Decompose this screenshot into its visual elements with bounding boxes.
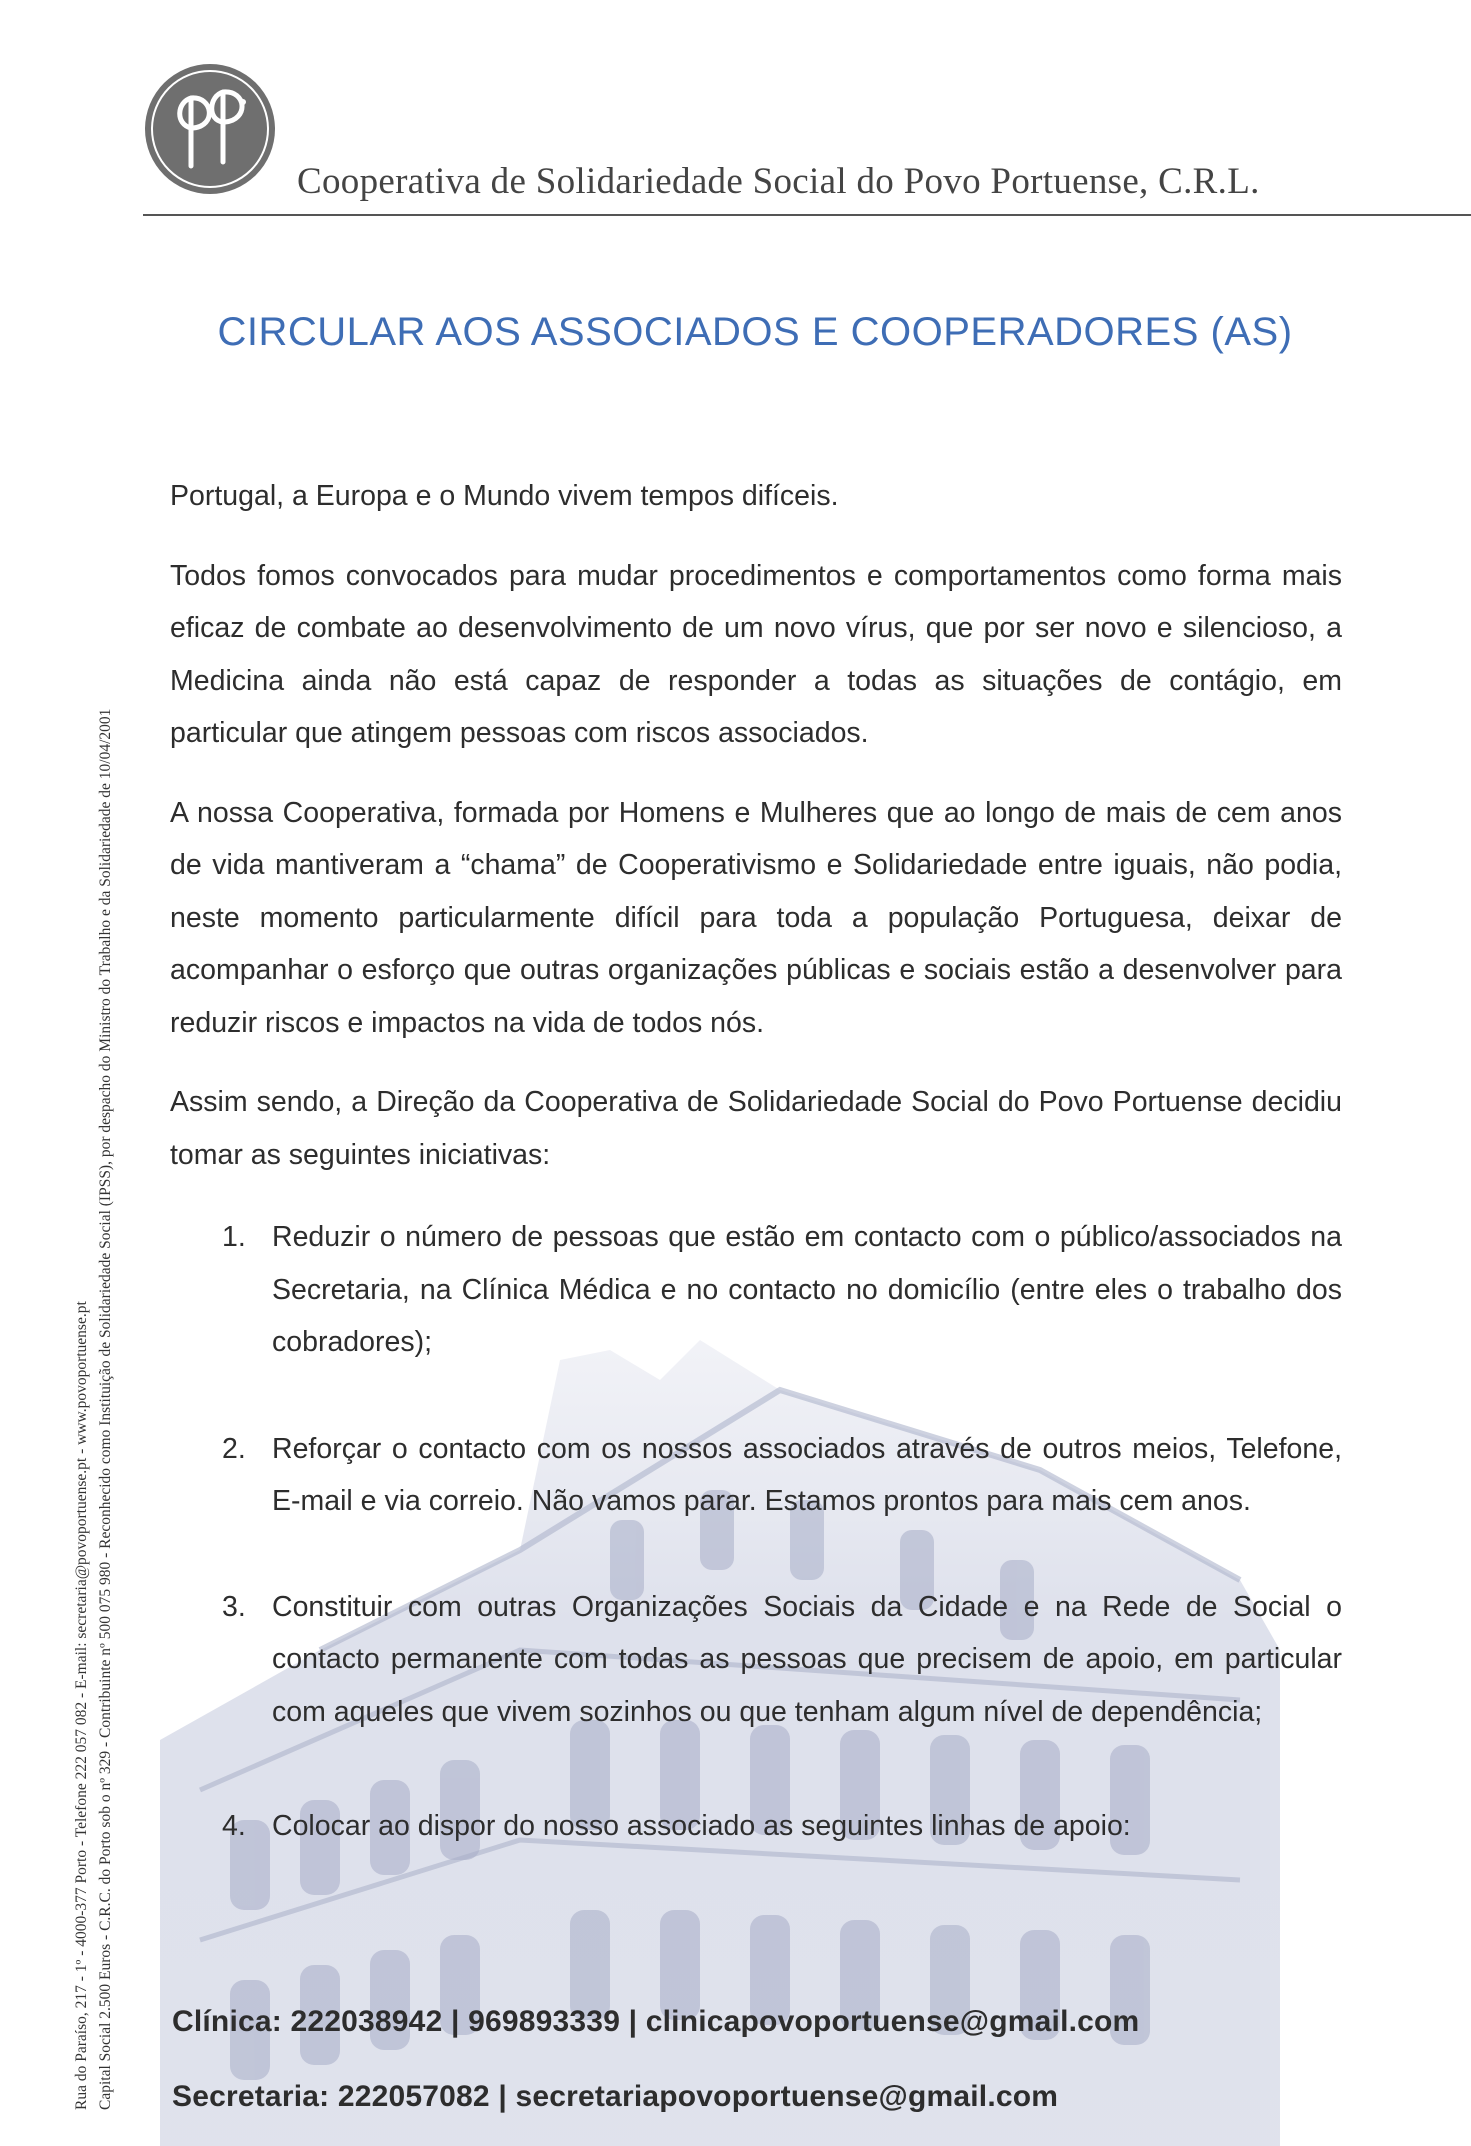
initiatives-list [170, 1211, 1342, 1853]
list-item-number: 1. [222, 1221, 246, 1253]
paragraph: Assim sendo, a Direção da Cooperativa de Solidariedade Social do Povo Portuense decidiu tomar as seguintes iniciativas: [170, 1086, 1342, 1171]
list-item-number: 3. [222, 1590, 246, 1623]
list-item-text: Reduzir o número de pessoas que estão em contacto com o público/associados na Secretaria, na Clínica Médica e no contacto no domicílio (entre eles o trabalho dos cobradores); [272, 1221, 1342, 1358]
side-legal-text [70, 490, 118, 2110]
list-item [170, 1211, 1342, 1369]
list-item [170, 1581, 1342, 1739]
cooperative-logo [143, 62, 277, 196]
list-item-number: 4. [222, 1810, 246, 1842]
side-address-line: Rua do Paraíso, 217 - 1º - 4000-377 Porto - Telefone 222 057 082 - E-mail: secretaria@povoportuense.pt - www.povoportuense.pt [73, 1301, 90, 2110]
list-item-text: Reforçar o contacto com os nossos associados através de outros meios, Telefone, E-mail e via correio. Não vamos parar. Estamos prontos para mais cem anos. [272, 1432, 1342, 1517]
paragraph: Todos fomos convocados para mudar procedimentos e comportamentos como forma mais eficaz de combate ao desenvolvimento de um novo vírus, que por ser novo e silencioso, a Medicina ainda não está capaz de responder a todas as situações de contágio, em particular que atingem pessoas com riscos associados. [170, 559, 1342, 749]
paragraph: Portugal, a Europa e o Mundo vivem tempos difíceis. [170, 480, 839, 512]
list-item-text: Constituir com outras Organizações Sociais da Cidade e na Rede de Social o contacto permanente com todas as pessoas que precisem de apoio, em particular com aqueles que vivem sozinhos ou que tenham algum nível de dependência; [272, 1590, 1342, 1728]
paragraph: A nossa Cooperativa, formada por Homens e Mulheres que ao longo de mais de cem anos de vida mantiveram a “chama” de Cooperativismo e Solidariedade entre iguais, não podia, neste momento particularmente difícil para toda a população Portuguesa, deixar de acompanhar o esforço que outras organizações públicas e sociais estão a desenvolver para reduzir riscos e impactos na vida de todos nós. [170, 796, 1342, 1039]
secretariat-contact-line: Secretaria: 222057082 | secretariapovoportuense@gmail.com [172, 2080, 1059, 2113]
list-item-number: 2. [222, 1432, 246, 1465]
organization-name: Cooperativa de Solidariedade Social do Povo Portuense, C.R.L. [297, 161, 1260, 202]
list-item-text: Colocar ao dispor do nosso associado as seguintes linhas de apoio: [272, 1810, 1131, 1842]
side-registration-line: Capital Social 2.500 Euros - C.R.C. do Porto sob o nº 329 - Contribuinte nº 500 075 980 - Reconhecido como Instituição de Solidariedade Social (IPSS), por despacho do Ministro do Trabalho e da Solidariedade de 10/04/2001 [97, 708, 114, 2110]
circular-body [170, 470, 1342, 1853]
list-item [170, 1800, 1342, 1853]
circular-title: CIRCULAR AOS ASSOCIADOS E COOPERADORES (AS) [217, 310, 1293, 354]
header-divider [143, 214, 1471, 216]
clinic-contact-line: Clínica: 222038942 | 969893339 | clinicapovoportuense@gmail.com [172, 2005, 1140, 2038]
list-item [170, 1423, 1342, 1528]
support-contacts [172, 1991, 1139, 2128]
